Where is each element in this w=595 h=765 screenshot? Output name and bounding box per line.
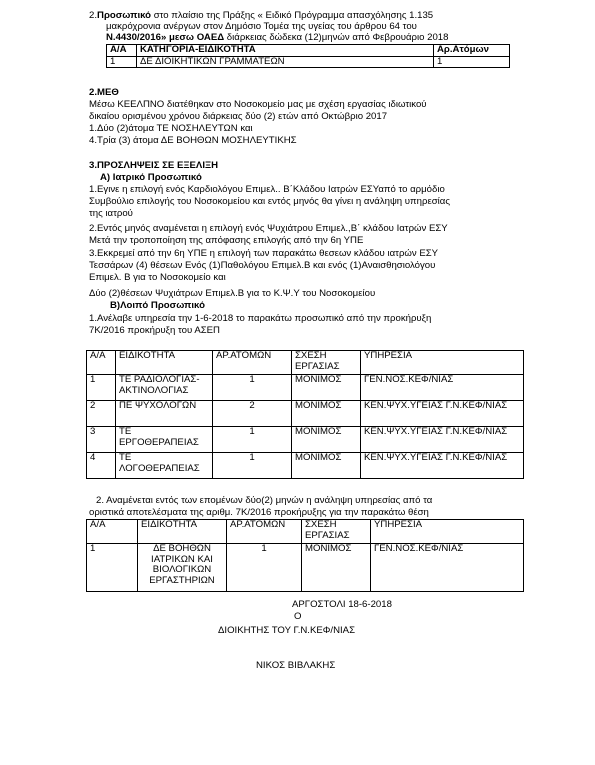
table-cell: 1 [213, 453, 292, 479]
table-cell: ΤΕ ΡΑΔΙΟΛΟΓΙΑΣ-ΑΚΤΙΝΟΛΟΓΙΑΣ [116, 375, 213, 401]
place-date: ΑΡΓΟΣΤΟΛΙ 18-6-2018 [292, 599, 392, 610]
table-header: ΣΧΕΣΗ ΕΡΓΑΣΙΑΣ [302, 520, 371, 544]
table-row [87, 544, 524, 592]
table-header: Αρ.Ατόμων [434, 45, 510, 57]
table-cell: 1 [107, 56, 137, 68]
table-cell: 1 [434, 56, 510, 68]
table-cell: ΤΕ ΛΟΓΟΘΕΡΑΠΕΙΑΣ [116, 453, 213, 479]
table-header: ΑΡ.ΑΤΟΜΩΝ [213, 351, 292, 375]
s3-para: 7Κ/2016 προκήρυξη του ΑΣΕΠ [89, 325, 220, 336]
oaed-table [106, 44, 510, 68]
table-header: ΥΠΗΡΕΣΙΑ [361, 351, 524, 375]
table-cell: 4 [87, 453, 116, 479]
section-2-line-3: Ν.4430/2016» μεσω ΟΑΕΔ διάρκειας δώδεκα (12)μηνών από Φεβρουάριο 2018 [106, 32, 449, 43]
s3-para: της ιατρού [89, 208, 133, 219]
table-row [87, 375, 524, 401]
s3-para: 3.Εκκρεμεί από την 6η ΥΠΕ η επιλογή των παρακάτω θεσεων κλάδου ιατρών ΕΣΥ [89, 248, 439, 259]
s3-para: Τεσσάρων (4) θέσεων Ενός (1)Παθολόγου Επιμελ.Β και ενός (1)Αναισθησιολόγου [89, 260, 436, 271]
table-cell: 2 [87, 401, 116, 427]
staff-table [86, 350, 524, 479]
table-header: ΑΡ.ΑΤΟΜΩΝ [227, 520, 302, 544]
table-row [107, 56, 510, 68]
table-cell: 1 [227, 544, 302, 592]
meth-line-1: Μέσω ΚΕΕΛΠΝΟ διατέθηκαν στο Νοσοκομείο μας με σχέση εργασίας ιδιωτικού [89, 99, 427, 110]
table-header: ΕΙΔΙΚΟΤΗΤΑ [116, 351, 213, 375]
meth-line-3: 1.Δύο (2)άτομα ΤΕ ΝΟΣΗΛΕΥΤΩΝ και [89, 123, 253, 134]
table-cell: ΜΟΝΙΜΟΣ [302, 544, 371, 592]
signatory-title: ΔΙΟΙΚΗΤΗΣ ΤΟΥ Γ.Ν.ΚΕΦ/ΝΙΑΣ [218, 625, 356, 636]
signature-article: Ο [294, 611, 302, 622]
table-cell: 2 [213, 401, 292, 427]
table-row [87, 427, 524, 453]
table-cell: ΜΟΝΙΜΟΣ [292, 453, 361, 479]
table-header: ΕΙΔΙΚΟΤΗΤΑ [138, 520, 227, 544]
table-cell: 1 [87, 375, 116, 401]
table-cell: ΔΕ ΒΟΗΘΩΝ ΙΑΤΡΙΚΩΝ ΚΑΙ ΒΙΟΛΟΓΙΚΩΝ ΕΡΓΑΣΤΗΡΙΩΝ [138, 544, 227, 592]
section-2-line-2: μακρόχρονια ανέργων στον Δημόσιο Τομέα της υγείας του άρθρου 64 του [106, 21, 417, 32]
section-3-sub-a: Α) Ιατρικό Προσωπικό [100, 172, 202, 183]
table-cell: ΚΕΝ.ΨΥΧ.ΥΓΕΙΑΣ Γ.Ν.ΚΕΦ/ΝΙΑΣ [361, 453, 524, 479]
table-cell: 3 [87, 427, 116, 453]
table-header: Α/Α [107, 45, 137, 57]
meth-line-4: 4.Τρία (3) άτομα ΔΕ ΒΟΗΘΩΝ ΜΟΣΗΛΕΥΤΙΚΗΣ [89, 135, 297, 146]
s3-para: Μετά την τροποποίηση της απόφασης επιλογής από την 6η ΥΠΕ [89, 235, 364, 246]
meth-title: 2.ΜΕΘ [89, 87, 119, 98]
s3-para: 1.Ανέλαβε υπηρεσία την 1-6-2018 το παρακάτω προσωπικό από την προκήρυξη [89, 313, 432, 324]
table-cell: ΔΕ ΔΙΟΙΚΗΤΙΚΩΝ ΓΡΑΜΜΑΤΕΩΝ [137, 56, 434, 68]
s3-para: Συμβούλιο επιλογής του Νοσοκομείου και εντός μηνός θα γίνει η ανάληψη υπηρεσίας [89, 196, 450, 207]
table-header: Α/Α [87, 520, 138, 544]
s3-para: Δύο (2)θέσεων Ψυχιάτρων Επιμελ.Β για το Κ.Ψ.Υ του Νοσοκομείου [89, 288, 376, 299]
table-cell: ΠΕ ΨΥΧΟΛΟΓΩΝ [116, 401, 213, 427]
s3-para: 2.Εντός μηνός αναμένεται η επιλογή ενός Ψυχιάτρου Επιμελ.,Β΄ κλάδου Ιατρών ΕΣΥ [89, 223, 448, 234]
pending-table [86, 519, 524, 592]
table-cell: ΓΕΝ.ΝΟΣ.ΚΕΦ/ΝΙΑΣ [371, 544, 524, 592]
table-cell: ΜΟΝΙΜΟΣ [292, 375, 361, 401]
table-row [87, 401, 524, 427]
table-row [87, 453, 524, 479]
table-cell: 1 [213, 427, 292, 453]
table-cell: ΜΟΝΙΜΟΣ [292, 401, 361, 427]
s4-line-2: οριστικά αποτελέσματα της αριθμ. 7Κ/2016 προκήρυξης για την παρακάτω θέση [89, 507, 429, 518]
table-cell: 1 [87, 544, 138, 592]
meth-line-2: δικαίου ορισμένου χρόνου διάρκειας δύο (2) ετών από Οκτώβριο 2017 [89, 111, 388, 122]
table-header: Α/Α [87, 351, 116, 375]
section-3-title: 3.ΠΡΟΣΛΗΨΕΙΣ ΣΕ ΕΞΕΛΙΞΗ [89, 160, 219, 171]
s4-line-1: 2. Αναμένεται εντός των επομένων δύο(2) μηνών η ανάληψη υπηρεσίας από τα [96, 495, 433, 506]
table-header: ΚΑΤΗΓΟΡΙΑ-ΕΙΔΙΚΟΤΗΤΑ [137, 45, 434, 57]
table-cell: 1 [213, 375, 292, 401]
section-2-line-1: 2.Προσωπικό στο πλαίσιο της Πράξης « Ειδικό Πρόγραμμα απασχόλησης 1.135 [89, 10, 434, 21]
s3-para: 1.Εγινε η επιλογή ενός Καρδιολόγου Επιμελ.. Β΄Κλάδου Ιατρών ΕΣΥαπό το αρμόδιο [89, 184, 445, 195]
table-cell: ΜΟΝΙΜΟΣ [292, 427, 361, 453]
table-cell: ΤΕ ΕΡΓΟΘΕΡΑΠΕΙΑΣ [116, 427, 213, 453]
table-cell: ΓΕΝ.ΝΟΣ.ΚΕΦ/ΝΙΑΣ [361, 375, 524, 401]
section-3-sub-b: Β)Λοιπό Προσωπικό [110, 300, 205, 311]
table-header: ΥΠΗΡΕΣΙΑ [371, 520, 524, 544]
table-cell: ΚΕΝ.ΨΥΧ.ΥΓΕΙΑΣ Γ.Ν.ΚΕΦ/ΝΙΑΣ [361, 401, 524, 427]
table-header: ΣΧΕΣΗ ΕΡΓΑΣΙΑΣ [292, 351, 361, 375]
s3-para: Επιμελ. Β για το Νοσοκομείο και [89, 272, 226, 283]
signatory-name: ΝΙΚΟΣ ΒΙΒΛΑΚΗΣ [256, 660, 336, 671]
table-cell: ΚΕΝ.ΨΥΧ.ΥΓΕΙΑΣ Γ.Ν.ΚΕΦ/ΝΙΑΣ [361, 427, 524, 453]
